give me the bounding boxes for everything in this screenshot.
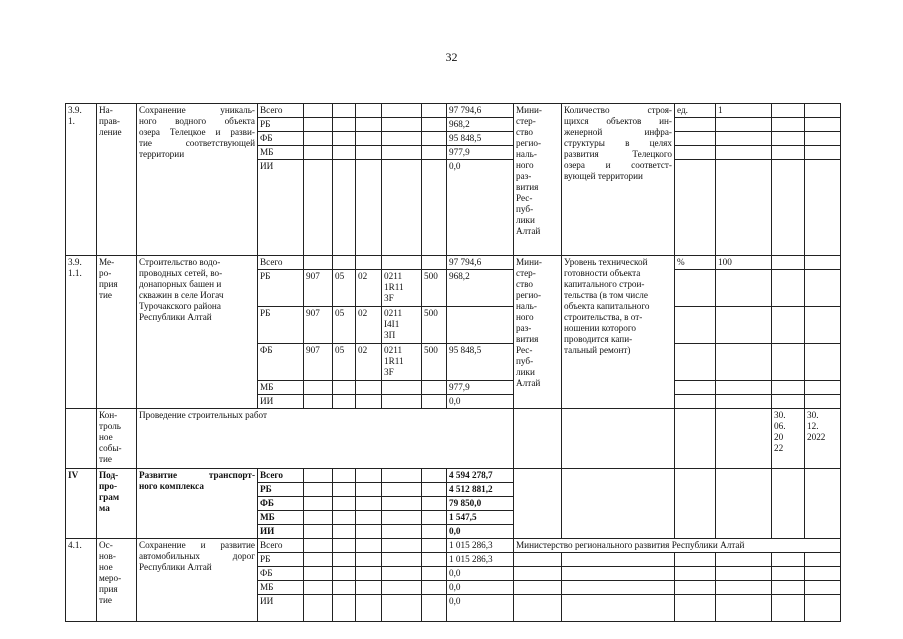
source-cell: Всего: [258, 539, 304, 553]
unit-cell: ед.: [675, 104, 716, 118]
amount-cell: 97 794,6: [447, 256, 514, 270]
amount-cell: 0,0: [447, 567, 514, 581]
executor-cell: Министерство регионального развития Республики Алтай: [514, 539, 562, 553]
csr-cell: 0211 1R11 3F: [382, 344, 422, 381]
table-row: [66, 409, 841, 469]
vr-cell: 500: [422, 344, 447, 381]
source-cell: Всего: [258, 104, 304, 118]
amount-cell: 977,9: [447, 381, 514, 395]
source-cell: ФБ: [258, 497, 304, 511]
amount-cell: 0,0: [447, 595, 514, 622]
amount-cell: 0,0: [447, 160, 514, 256]
source-cell: ИИ: [258, 395, 304, 409]
indicator-cell: Количество строя- щихся объектов ин- женерной инфра- структуры в целях развития Телецкого озера и соответст- вующей территории: [562, 104, 675, 256]
amount-cell: [447, 307, 514, 344]
source-cell: ФБ: [258, 567, 304, 581]
control-start-date: 30. 06. 20 22: [772, 409, 805, 469]
source-cell: РБ: [258, 270, 304, 307]
source-cell: Всего: [258, 256, 304, 270]
row-name: Сохранение и развитие автомобильных дорог Республики Алтай: [137, 539, 258, 622]
row-type: На- прав- ление: [97, 104, 137, 256]
source-cell: Всего: [258, 469, 304, 483]
rz-cell: 05: [333, 307, 356, 344]
grbs-cell: 907: [304, 344, 333, 381]
row-type: Кон- троль ное собы- тие: [97, 409, 137, 469]
pr-cell: 02: [356, 270, 382, 307]
source-cell: ИИ: [258, 160, 304, 256]
vr-cell: 500: [422, 270, 447, 307]
amount-cell: 968,2: [447, 118, 514, 132]
source-cell: МБ: [258, 381, 304, 395]
table-row: [66, 256, 841, 270]
pr-cell: 02: [356, 344, 382, 381]
amount-cell: 1 015 286,3: [447, 553, 514, 567]
source-cell: РБ: [258, 553, 304, 567]
row-number: IV: [66, 469, 97, 539]
amount-cell: 79 850,0: [447, 497, 514, 511]
source-cell: МБ: [258, 581, 304, 595]
amount-cell: 1 015 286,3: [447, 539, 514, 553]
budget-table: [65, 103, 841, 622]
table-row: [66, 104, 841, 118]
grbs-cell: 907: [304, 307, 333, 344]
source-cell: РБ: [258, 118, 304, 132]
row-type: Под- про- грам ма: [97, 469, 137, 539]
rz-cell: 05: [333, 344, 356, 381]
row-name: Сохранение уникаль- ного водного объекта озера Телецкое и разви- тие соответствующей территории: [137, 104, 258, 256]
source-cell: ИИ: [258, 525, 304, 539]
row-name: Строительство водо- проводных сетей, во- донапорных башен и скважин в селе Иогач Турочакского района Республики Алтай: [137, 256, 258, 409]
source-cell: РБ: [258, 483, 304, 497]
executor-cell: Мини- стер- ство регио- наль- ного раз- вития Рес- пуб- лики Алтай: [514, 256, 562, 409]
table-row: [66, 469, 841, 483]
amount-cell: 4 512 881,2: [447, 483, 514, 497]
amount-cell: 977,9: [447, 146, 514, 160]
table-row: [66, 539, 841, 553]
value-cell: 1: [716, 104, 772, 118]
source-cell: ФБ: [258, 132, 304, 146]
amount-cell: 4 594 278,7: [447, 469, 514, 483]
amount-cell: 97 794,6: [447, 104, 514, 118]
source-cell: МБ: [258, 511, 304, 525]
amount-cell: 968,2: [447, 270, 514, 307]
source-cell: РБ: [258, 307, 304, 344]
grbs-cell: 907: [304, 270, 333, 307]
page-number: 32: [445, 50, 458, 64]
amount-cell: 1 547,5: [447, 511, 514, 525]
unit-cell: %: [675, 256, 716, 270]
amount-cell: 95 848,5: [447, 344, 514, 381]
source-cell: МБ: [258, 146, 304, 160]
row-number: 3.9. 1.: [66, 104, 97, 256]
executor-cell: Мини- стер- ство регио- наль- ного раз- вития Рес- пуб- лики Алтай: [514, 104, 562, 256]
csr-cell: 0211 I4I1 3П: [382, 307, 422, 344]
row-number: 3.9. 1.1.: [66, 256, 97, 409]
amount-cell: 0,0: [447, 581, 514, 595]
value-cell: 100: [716, 256, 772, 270]
source-cell: ИИ: [258, 595, 304, 622]
source-cell: ФБ: [258, 344, 304, 381]
row-type: Ос- нов- ное меро- прия тие: [97, 539, 137, 622]
row-type: Ме- ро- прия тие: [97, 256, 137, 409]
vr-cell: 500: [422, 307, 447, 344]
row-name: Развитие транспорт- ного комплекса: [137, 469, 258, 539]
csr-cell: 0211 1R11 3F: [382, 270, 422, 307]
amount-cell: 0,0: [447, 525, 514, 539]
control-end-date: 30. 12. 2022: [805, 409, 841, 469]
control-event-name: Проведение строительных работ: [137, 409, 258, 469]
amount-cell: 95 848,5: [447, 132, 514, 146]
rz-cell: 05: [333, 270, 356, 307]
row-number: 4.1.: [66, 539, 97, 622]
amount-cell: 0,0: [447, 395, 514, 409]
indicator-cell: Уровень технической готовности объекта капитального строи- тельства (в том числе объекта капитального строительства, в от- ношении которого проводится капи- тальный ремонт): [562, 256, 675, 409]
pr-cell: 02: [356, 307, 382, 344]
